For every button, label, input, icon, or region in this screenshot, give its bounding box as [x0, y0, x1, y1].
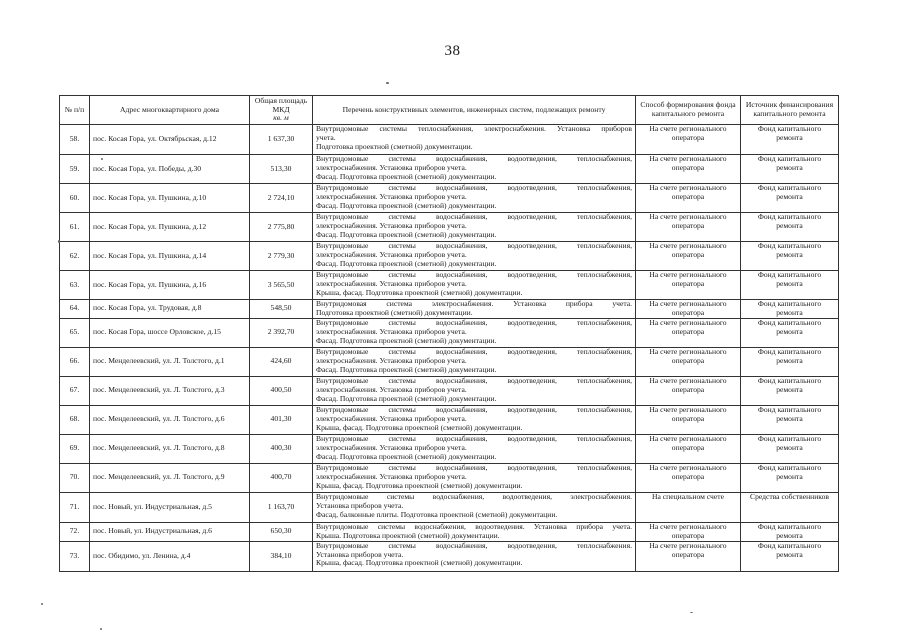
- row-number: 71.: [60, 492, 90, 522]
- row-number: 62.: [60, 242, 90, 271]
- works-line: электроснабжения. Установка приборов учета.: [316, 192, 467, 201]
- header-area-label: Общая площадь МКД: [254, 95, 308, 114]
- table-row: [60, 405, 839, 434]
- works-line: Фасад. Подготовка проектной (сметной) документации.: [316, 336, 497, 345]
- scan-speck: [101, 158, 103, 160]
- row-method: На специальном счете: [636, 492, 741, 522]
- row-area: 1 637,30: [250, 125, 313, 155]
- row-address: пос. Менделеевский, ул. Л. Толстого, д.9: [90, 463, 250, 492]
- row-method: На счете регионального оператора: [636, 125, 741, 155]
- row-source: Фонд капитального ремонта: [741, 318, 839, 347]
- row-method: На счете регионального оператора: [636, 318, 741, 347]
- scan-speck: [386, 82, 389, 84]
- row-address: пос. Менделеевский, ул. Л. Толстого, д.8: [90, 434, 250, 463]
- header-method: Способ формирования фонда капитального ремонта: [636, 96, 741, 125]
- row-area: 2 724,10: [250, 184, 313, 213]
- row-works: [313, 492, 636, 522]
- row-number: 63.: [60, 271, 90, 300]
- table-row: [60, 213, 839, 242]
- works-line: Крыша, фасад. Подготовка проектной (сметной) документации.: [316, 559, 523, 568]
- works-line: Внутридомовые системы водоснабжения, водоотведения, теплоснабжения,: [316, 155, 632, 163]
- row-works: [313, 300, 636, 319]
- table-row: [60, 271, 839, 300]
- row-method: На счете регионального оператора: [636, 522, 741, 541]
- table-row: [60, 522, 839, 541]
- scan-speck: [41, 603, 43, 605]
- row-address: пос. Менделеевский, ул. Л. Толстого, д.6: [90, 405, 250, 434]
- row-area: 401,30: [250, 405, 313, 434]
- header-area-unit: кв. м: [273, 113, 289, 123]
- scan-speck: [100, 628, 102, 630]
- row-source: Фонд капитального ремонта: [741, 405, 839, 434]
- row-address: пос. Косая Гора, ул. Победы, д.30: [90, 155, 250, 184]
- row-source: Фонд капитального ремонта: [741, 184, 839, 213]
- row-works: [313, 522, 636, 541]
- row-source: Фонд капитального ремонта: [741, 300, 839, 319]
- scan-speck: [58, 240, 60, 243]
- header-address: Адрес многоквартирного дома: [90, 96, 250, 125]
- row-address: пос. Косая Гора, ул. Октябрьская, д.12: [90, 125, 250, 155]
- row-address: пос. Косая Гора, шоссе Орловское, д.15: [90, 318, 250, 347]
- works-line: Внутридомовые системы водоснабжения, водоотведения, теплоснабжения,: [316, 271, 632, 279]
- row-source: Фонд капитального ремонта: [741, 242, 839, 271]
- works-line: Крыша, фасад. Подготовка проектной (сметной) документации.: [316, 288, 523, 297]
- table-row: [60, 347, 839, 376]
- works-line: Крыша, фасад. Подготовка проектной (сметной) документации.: [316, 423, 523, 432]
- works-line: Внутридомовые системы водоснабжения, водоотведения, теплоснабжения,: [316, 405, 632, 414]
- row-area: 1 163,70: [250, 492, 313, 522]
- row-source: Фонд капитального ремонта: [741, 213, 839, 242]
- page-number: 38: [444, 43, 461, 59]
- row-number: 65.: [60, 318, 90, 347]
- works-line: Установка приборов учета.: [316, 501, 404, 510]
- works-line: Внутридомовая система электроснабжения. Установка прибора учета.: [316, 300, 632, 308]
- row-source: Фонд капитального ремонта: [741, 463, 839, 492]
- row-address: пос. Косая Гора, ул. Трудовая, д.8: [90, 300, 250, 319]
- row-area: 2 779,30: [250, 242, 313, 271]
- row-number: 69.: [60, 434, 90, 463]
- works-line: Внутридомовые системы водоснабжения, водоотведения. Установка прибора учета.: [316, 522, 632, 531]
- row-number: 59.: [60, 155, 90, 184]
- row-source: Фонд капитального ремонта: [741, 376, 839, 405]
- row-source: Фонд капитального ремонта: [741, 522, 839, 541]
- row-works: [313, 213, 636, 242]
- works-line: Внутридомовые системы водоснабжения, водоотведения, теплоснабжения,: [316, 347, 632, 356]
- row-area: 384,10: [250, 541, 313, 571]
- works-line: Фасад. Подготовка проектной (сметной) документации.: [316, 201, 497, 210]
- row-method: На счете регионального оператора: [636, 376, 741, 405]
- table-row: [60, 155, 839, 184]
- row-address: пос. Обидимо, ул. Ленина, д.4: [90, 541, 250, 571]
- row-works: [313, 271, 636, 300]
- works-line: электроснабжения. Установка приборов учета.: [316, 250, 467, 259]
- header-area: [250, 96, 313, 125]
- works-line: Крыша. Подготовка проектной (сметной) документации.: [316, 531, 500, 540]
- row-source: Фонд капитального ремонта: [741, 347, 839, 376]
- row-area: 424,60: [250, 347, 313, 376]
- row-area: 400,70: [250, 463, 313, 492]
- works-line: Фасад. Подготовка проектной (сметной) документации.: [316, 172, 497, 181]
- works-line: электроснабжения. Установка приборов учета.: [316, 356, 467, 365]
- row-address: пос. Новый, ул. Индустриальная, д.6: [90, 522, 250, 541]
- row-address: пос. Новый, ул. Индустриальная, д.5: [90, 492, 250, 522]
- row-method: На счете регионального оператора: [636, 405, 741, 434]
- row-works: [313, 405, 636, 434]
- works-line: Внутридомовые системы водоснабжения, водоотведения, теплоснабжения,: [316, 318, 632, 327]
- works-line: Внутридомовые системы водоснабжения, водоотведения, теплоснабжения,: [316, 376, 632, 385]
- table-row: [60, 125, 839, 155]
- scan-speck: [690, 612, 693, 613]
- works-line: Внутридомовые системы теплоснабжения, электроснабжения. Установка приборов: [316, 125, 632, 133]
- row-address: пос. Косая Гора, ул. Пушкина, д.12: [90, 213, 250, 242]
- row-works: [313, 242, 636, 271]
- row-method: На счете регионального оператора: [636, 463, 741, 492]
- works-line: электроснабжения. Установка приборов учета.: [316, 472, 467, 481]
- row-address: пос. Косая Гора, ул. Пушкина, д.16: [90, 271, 250, 300]
- works-line: электроснабжения. Установка приборов учета.: [316, 327, 467, 336]
- table-row: [60, 541, 839, 571]
- row-number: 73.: [60, 541, 90, 571]
- table-row: [60, 318, 839, 347]
- table-row: [60, 376, 839, 405]
- row-works: [313, 184, 636, 213]
- row-area: 548,50: [250, 300, 313, 319]
- row-number: 70.: [60, 463, 90, 492]
- row-source: Средства собственников: [741, 492, 839, 522]
- works-line: Внутридомовые системы водоснабжения, водоотведения, теплоснабжения,: [316, 434, 632, 443]
- row-method: На счете регионального оператора: [636, 434, 741, 463]
- row-source: Фонд капитального ремонта: [741, 541, 839, 571]
- header-num: № п/п: [60, 96, 90, 125]
- row-works: [313, 541, 636, 571]
- row-method: На счете регионального оператора: [636, 184, 741, 213]
- works-line: Крыша, фасад. Подготовка проектной (сметной) документации.: [316, 481, 523, 490]
- row-works: [313, 125, 636, 155]
- repair-program-table: [59, 95, 839, 572]
- row-area: 513,30: [250, 155, 313, 184]
- table-row: [60, 463, 839, 492]
- row-works: [313, 318, 636, 347]
- row-works: [313, 155, 636, 184]
- row-method: На счете регионального оператора: [636, 155, 741, 184]
- works-line: электроснабжения. Установка приборов учета.: [316, 414, 467, 423]
- works-line: электроснабжения. Установка приборов учета.: [316, 279, 467, 288]
- works-line: Установка приборов учета.: [316, 550, 404, 559]
- works-line: Внутридомовые системы водоснабжения, водоотведения, теплоснабжения,: [316, 184, 632, 192]
- header-works: Перечень конструктивных элементов, инженерных систем, подлежащих ремонту: [313, 96, 636, 125]
- row-number: 61.: [60, 213, 90, 242]
- works-line: электроснабжения. Установка приборов учета.: [316, 221, 467, 230]
- row-method: На счете регионального оператора: [636, 347, 741, 376]
- works-line: Внутридомовые системы водоснабжения, водоотведения, теплоснабжения,: [316, 213, 632, 221]
- row-number: 60.: [60, 184, 90, 213]
- row-area: 2 392,70: [250, 318, 313, 347]
- works-line: Внутридомовые системы водоснабжения, водоотведения, теплоснабжения.: [316, 541, 632, 550]
- row-number: 66.: [60, 347, 90, 376]
- row-number: 64.: [60, 300, 90, 319]
- row-address: пос. Менделеевский, ул. Л. Толстого, д.3: [90, 376, 250, 405]
- works-line: Фасад. Подготовка проектной (сметной) документации.: [316, 259, 497, 268]
- table-row: [60, 434, 839, 463]
- row-address: пос. Косая Гора, ул. Пушкина, д.10: [90, 184, 250, 213]
- row-works: [313, 347, 636, 376]
- row-number: 72.: [60, 522, 90, 541]
- works-line: Фасад. Подготовка проектной (сметной) документации.: [316, 394, 497, 403]
- works-line: Внутридомовые системы водоснабжения, водоотведения, теплоснабжения,: [316, 463, 632, 472]
- row-method: На счете регионального оператора: [636, 242, 741, 271]
- row-area: 650,30: [250, 522, 313, 541]
- row-method: На счете регионального оператора: [636, 271, 741, 300]
- row-number: 68.: [60, 405, 90, 434]
- works-line: Подготовка проектной (сметной) документации.: [316, 142, 473, 151]
- row-method: На счете регионального оператора: [636, 213, 741, 242]
- table-header-row: [60, 96, 839, 125]
- row-area: 400,30: [250, 434, 313, 463]
- row-source: Фонд капитального ремонта: [741, 155, 839, 184]
- row-number: 67.: [60, 376, 90, 405]
- table-row: [60, 184, 839, 213]
- works-line: Фасад, балконные плиты. Подготовка проектной (сметной) документации.: [316, 510, 558, 519]
- row-source: Фонд капитального ремонта: [741, 125, 839, 155]
- works-line: электроснабжения. Установка приборов учета.: [316, 443, 467, 452]
- works-line: Фасад. Подготовка проектной (сметной) документации.: [316, 452, 497, 461]
- works-line: электроснабжения. Установка приборов учета.: [316, 163, 467, 172]
- works-line: Подготовка проектной (сметной) документации.: [316, 308, 473, 317]
- works-line: Фасад. Подготовка проектной (сметной) документации.: [316, 230, 497, 239]
- row-method: На счете регионального оператора: [636, 300, 741, 319]
- table-row: [60, 492, 839, 522]
- row-area: 2 775,80: [250, 213, 313, 242]
- row-address: пос. Менделеевский, ул. Л. Толстого, д.1: [90, 347, 250, 376]
- row-works: [313, 463, 636, 492]
- header-source: Источник финансирования капитального ремонта: [741, 96, 839, 125]
- works-line: Внутридомовые системы водоснабжения, водоотведения, теплоснабжения,: [316, 242, 632, 250]
- row-works: [313, 434, 636, 463]
- row-works: [313, 376, 636, 405]
- row-method: На счете регионального оператора: [636, 541, 741, 571]
- works-line: Фасад. Подготовка проектной (сметной) документации.: [316, 365, 497, 374]
- row-area: 3 565,50: [250, 271, 313, 300]
- row-number: 58.: [60, 125, 90, 155]
- row-area: 400,50: [250, 376, 313, 405]
- works-line: электроснабжения. Установка приборов учета.: [316, 385, 467, 394]
- table-row: [60, 300, 839, 319]
- row-source: Фонд капитального ремонта: [741, 434, 839, 463]
- works-line: Внутридомовые системы водоснабжения, водоотведения, электроснабжения.: [316, 492, 632, 501]
- row-address: пос. Косая Гора, ул. Пушкина, д.14: [90, 242, 250, 271]
- table-row: [60, 242, 839, 271]
- works-line: учета.: [316, 133, 336, 142]
- row-source: Фонд капитального ремонта: [741, 271, 839, 300]
